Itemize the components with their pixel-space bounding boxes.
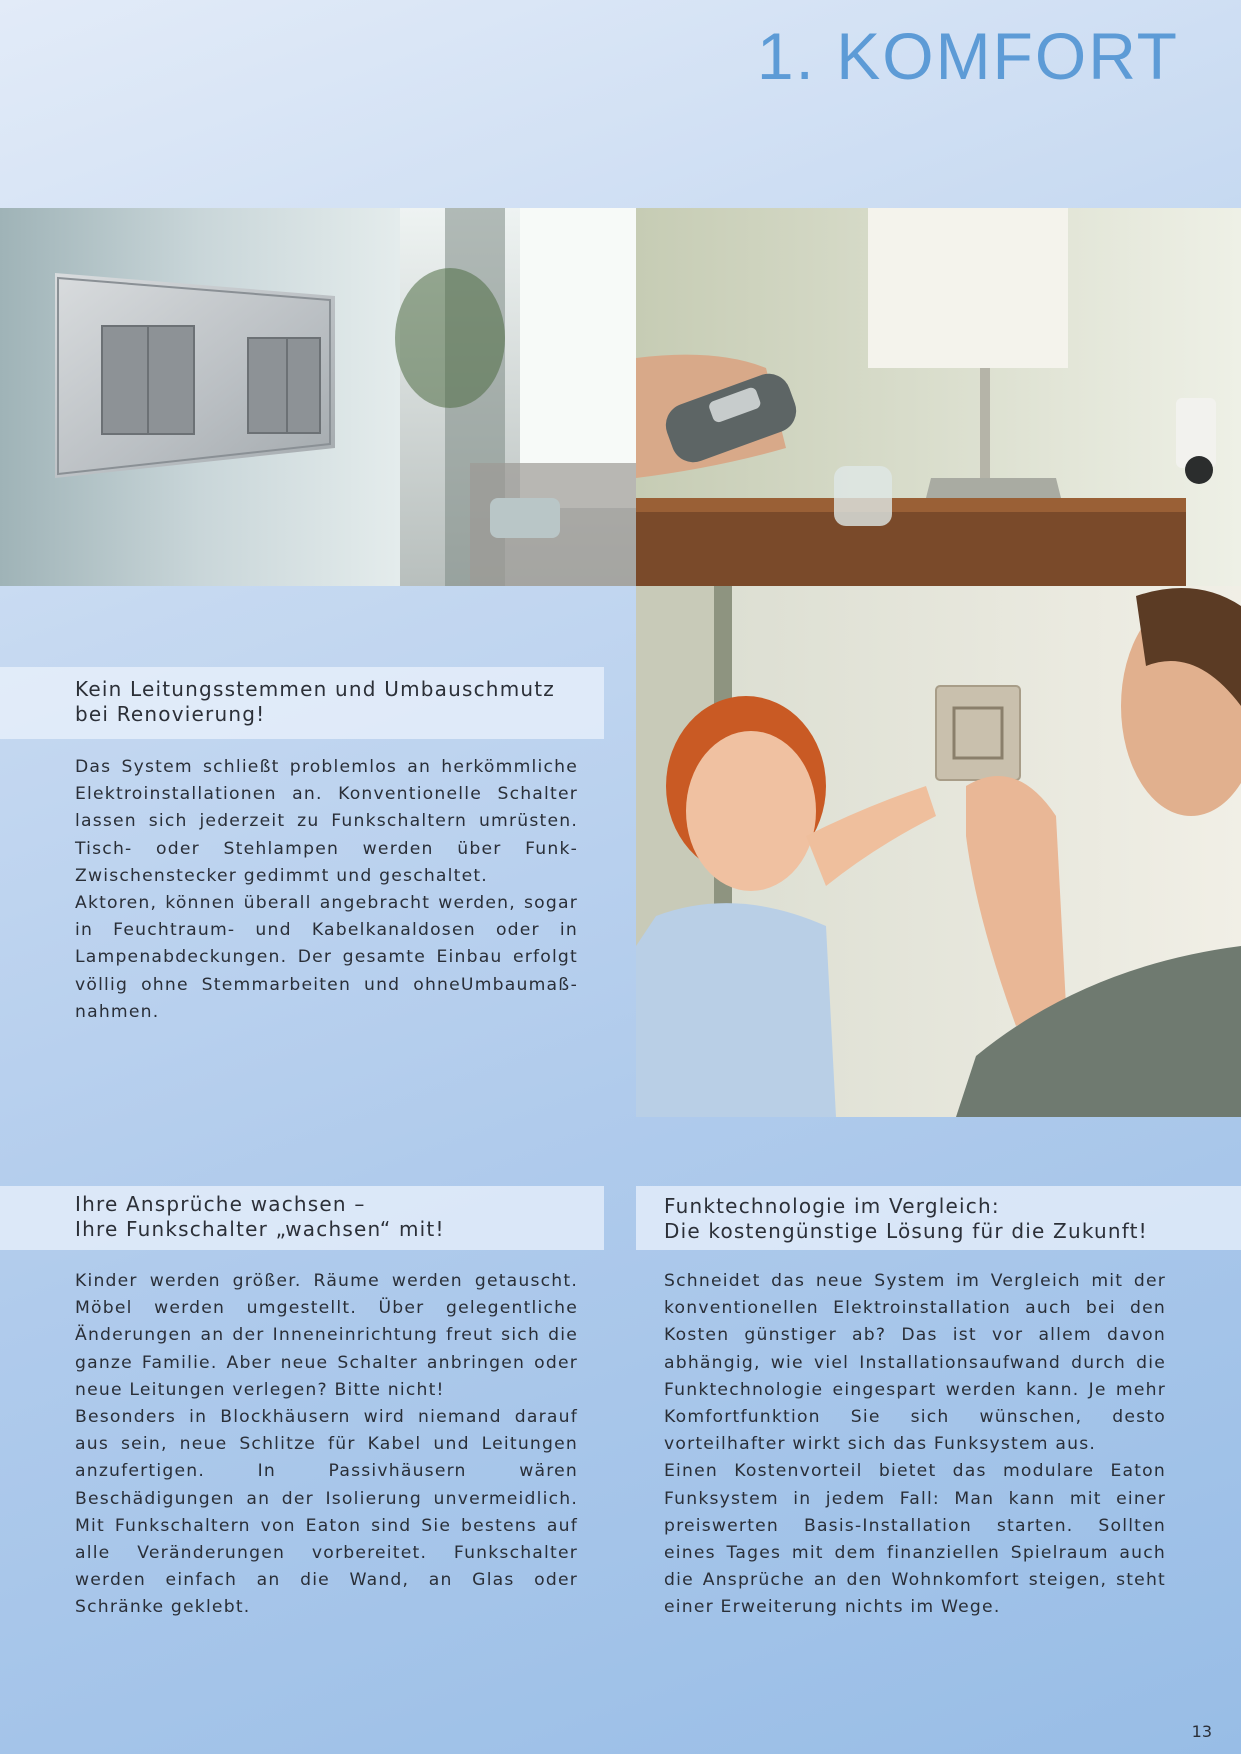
section3-heading-line1: Funktechnologie im Vergleich: — [664, 1194, 1000, 1218]
page-title: 1. KOMFORT — [756, 19, 1179, 93]
section2-paragraph: Besonders in Blockhäusern wird niemand darauf aus sein, neue Schlitze für Kabel und Leitungen anzufertigen. In Passivhäusern wären Beschädigungen an der Isolierung unvermeidlich. Mit Funkschaltern von Eaton sind Sie bestens auf alle Veränderungen vorbereitet. Funkschalter werden einfach an die Wand, an Glas oder Schränke geklebt. — [75, 1407, 578, 1618]
father-son-illustration — [636, 586, 1241, 1117]
section2-paragraph: Kinder werden größer. Räume werden getauscht. Möbel werden umgestellt. Über gelegentliche Änderungen an der Inneneinrichtung freut sich die ganze Familie. Aber neue Schalter anbringen oder neue Leitungen verlegen? Bitte nicht! — [75, 1271, 578, 1400]
section1-paragraph: Aktoren, können überall angebracht werden, sogar in Feuchtraum- und Kabelkanaldosen oder in Lampenabdeckungen. Der gesamte Einbau erfolgt völlig ohne Stemmarbeiten und ohneUmbaumaß-nahmen. — [75, 893, 578, 1022]
section3-heading-band — [636, 1186, 1241, 1250]
section1-heading-line2: bei Renovierung! — [75, 702, 266, 726]
section1-body — [75, 754, 578, 1026]
section1-heading-line1: Kein Leitungsstemmen und Umbauschmutz — [75, 677, 555, 701]
section1-heading-band — [0, 667, 604, 739]
page-number: 13 — [1191, 1722, 1212, 1741]
switch-panel-photo — [0, 208, 636, 586]
section1-paragraph: Das System schließt problemlos an herkömmliche Elektroinstallationen an. Konventionelle Schalter lassen sich jederzeit zu Funkschaltern umrüsten. Tisch- oder Stehlampen werden über Funk-Zwischenstecker gedimmt und geschaltet. — [75, 757, 578, 886]
father-son-photo — [636, 586, 1241, 1117]
section2-heading-line2: Ihre Funkschalter „wachsen“ mit! — [75, 1217, 445, 1241]
switch-panel-illustration — [0, 208, 636, 586]
remote-lamp-illustration — [636, 208, 1241, 586]
section3-paragraph: Schneidet das neue System im Vergleich mit der konventionellen Elektroinstallation auch bei den Kosten günstiger ab? Das ist vor allem davon abhängig, wie viel Installationsaufwand durch die Funktechnologie eingespart werden kann. Je mehr Komfortfunktion Sie sich wünschen, desto vorteilhafter wirkt sich das Funksystem aus. — [664, 1271, 1166, 1455]
section2-heading-band — [0, 1186, 604, 1250]
section3-paragraph: Einen Kostenvorteil bietet das modulare Eaton Funksystem in jedem Fall: Man kann mit einer preiswerten Basis-Installation starten. Sollten eines Tages mit dem finanziellen Spielraum auch die Ansprüche an den Wohnkomfort steigen, steht einer Erweiterung nichts im Wege. — [664, 1461, 1166, 1618]
section3-heading-line2: Die kostengünstige Lösung für die Zukunft! — [664, 1219, 1148, 1243]
section3-body — [664, 1268, 1166, 1622]
remote-lamp-photo — [636, 208, 1241, 586]
section2-body — [75, 1268, 578, 1622]
section2-heading-line1: Ihre Ansprüche wachsen – — [75, 1192, 366, 1216]
